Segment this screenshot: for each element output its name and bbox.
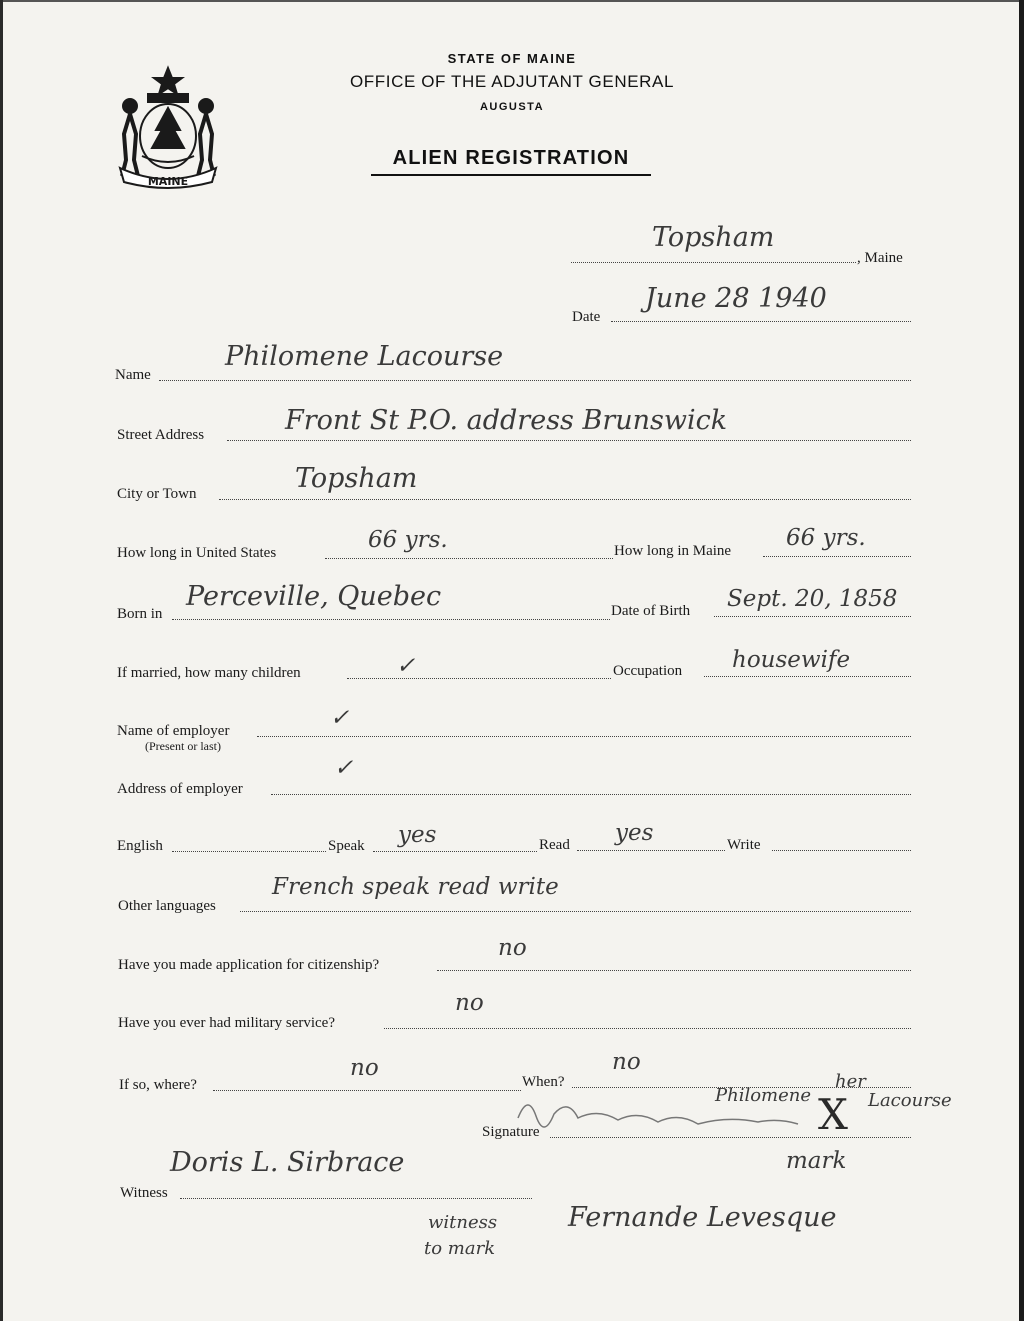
street-value: Front St P.O. address Brunswick — [285, 405, 728, 436]
signature-first-name: Philomene — [715, 1085, 812, 1106]
employer-address-value: ✓ — [334, 755, 354, 781]
citizenship-label: Have you made application for citizenship? — [118, 957, 380, 973]
signature-scribble — [508, 1088, 808, 1138]
witness-value: Doris L. Sirbrace — [170, 1147, 405, 1178]
witness-note-2: to mark — [424, 1238, 496, 1259]
employer-line — [257, 736, 911, 737]
city-value: Topsham — [295, 463, 418, 494]
military-line — [384, 1028, 911, 1029]
write-line — [772, 850, 911, 851]
name-line — [159, 380, 911, 381]
other-languages-value: French speak read write — [272, 874, 559, 900]
occupation-label: Occupation — [613, 663, 683, 679]
seal-banner-text: MAINE — [147, 175, 189, 188]
us-label: How long in United States — [117, 545, 277, 561]
date-value: June 28 1940 — [645, 283, 827, 314]
signature-label: Signature — [482, 1124, 540, 1140]
dob-label: Date of Birth — [611, 603, 691, 619]
second-witness-value: Fernande Levesque — [568, 1202, 837, 1233]
citizenship-line — [437, 970, 911, 971]
english-line — [172, 851, 326, 852]
citizenship-value: no — [498, 935, 527, 961]
us-line — [325, 558, 613, 559]
military-label: Have you ever had military service? — [118, 1015, 335, 1031]
children-label: If married, how many children — [117, 665, 301, 681]
signature-her: her — [835, 1071, 866, 1092]
employer-sublabel: (Present or last) — [145, 739, 221, 753]
read-value: yes — [615, 820, 654, 846]
dob-line — [714, 616, 911, 617]
witness-label: Witness — [120, 1185, 168, 1201]
occupation-line — [704, 676, 911, 677]
where-value: no — [350, 1055, 379, 1081]
maine-value: 66 yrs. — [786, 525, 866, 551]
maine-line — [763, 556, 911, 557]
born-label: Born in — [117, 606, 163, 622]
employer-value: ✓ — [330, 705, 350, 731]
place-suffix-label: , Maine — [857, 250, 903, 266]
dob-value: Sept. 20, 1858 — [727, 586, 898, 612]
signature-surname: Lacourse — [868, 1090, 952, 1111]
read-label: Read — [539, 837, 570, 853]
header-state: STATE OF MAINE — [447, 51, 577, 66]
employer-label: Name of employer — [117, 723, 230, 739]
date-label: Date — [572, 309, 601, 325]
street-line — [227, 440, 911, 441]
english-label: English — [117, 838, 163, 854]
us-value: 66 yrs. — [368, 527, 448, 553]
city-line — [219, 499, 911, 500]
when-label: When? — [522, 1074, 565, 1090]
witness-note-1: witness — [428, 1212, 498, 1233]
employer-address-label: Address of employer — [117, 781, 243, 797]
header-city: AUGUSTA — [479, 101, 545, 113]
name-label: Name — [115, 367, 151, 383]
occupation-value: housewife — [732, 647, 851, 673]
children-value: ✓ — [396, 653, 416, 679]
where-label: If so, where? — [119, 1077, 197, 1093]
scan-edge-top — [0, 0, 1024, 2]
signature-cross: X — [818, 1090, 848, 1139]
scan-edge-right — [1019, 0, 1024, 1321]
witness-line — [180, 1198, 532, 1199]
military-value: no — [455, 990, 484, 1016]
write-label: Write — [727, 837, 761, 853]
place-value: Topsham — [652, 222, 775, 253]
children-line — [347, 678, 611, 679]
date-line — [611, 321, 911, 322]
where-line — [213, 1090, 521, 1091]
city-label: City or Town — [117, 486, 197, 502]
maine-label: How long in Maine — [614, 543, 732, 559]
born-value: Perceville, Quebec — [186, 581, 442, 612]
speak-line — [373, 851, 537, 852]
name-value: Philomene Lacourse — [225, 341, 504, 372]
place-line — [571, 262, 856, 263]
read-line — [577, 850, 725, 851]
when-value: no — [612, 1049, 641, 1075]
form-title: ALIEN REGISTRATION — [371, 147, 651, 176]
header-office: OFFICE OF THE ADJUTANT GENERAL — [349, 72, 675, 91]
street-label: Street Address — [117, 427, 205, 443]
scan-edge-left — [0, 0, 3, 1321]
speak-label: Speak — [328, 838, 365, 854]
speak-value: yes — [398, 822, 437, 848]
other-languages-line — [240, 911, 911, 912]
signature-mark-word: mark — [786, 1148, 847, 1174]
born-line — [172, 619, 610, 620]
other-languages-label: Other languages — [118, 898, 216, 914]
employer-address-line — [271, 794, 911, 795]
